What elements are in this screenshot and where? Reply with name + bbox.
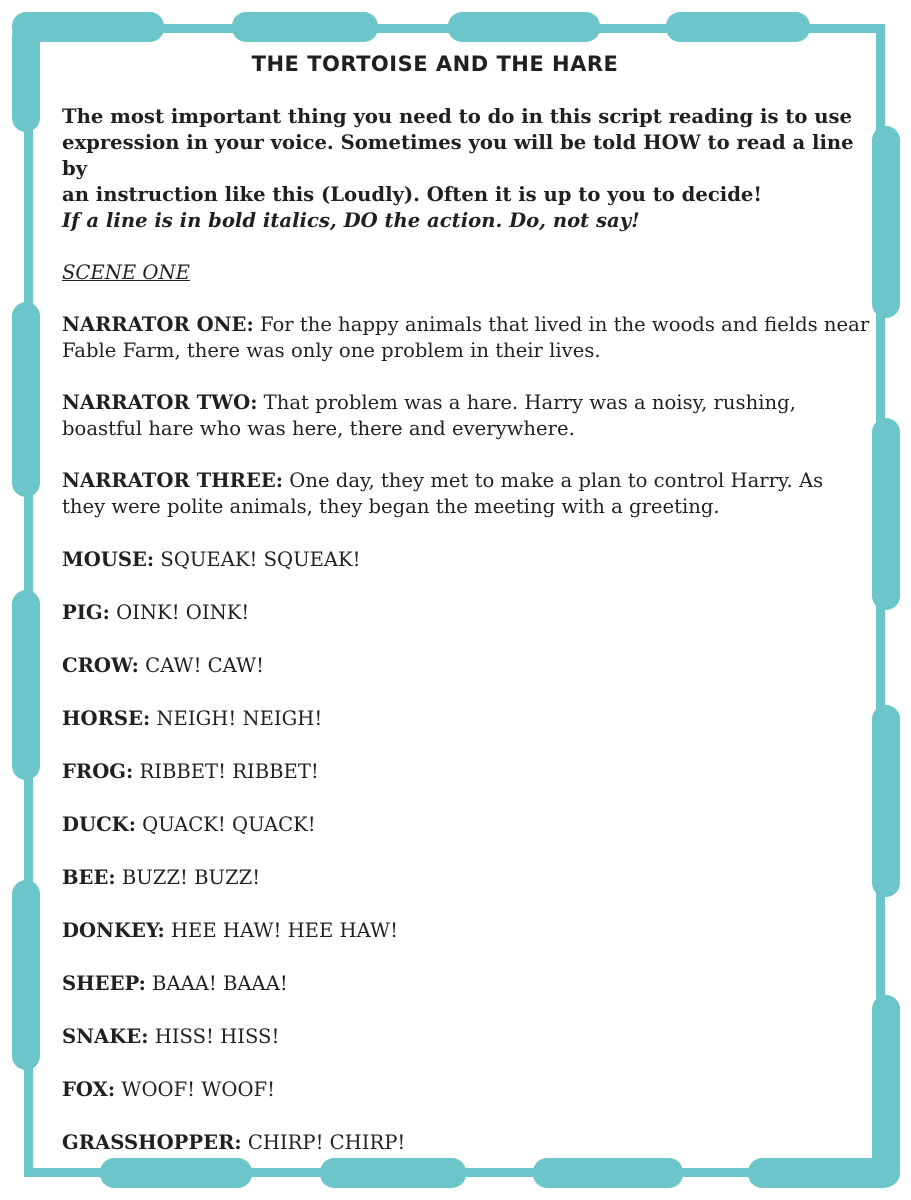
dialogue-text: HEE HAW! HEE HAW! (164, 919, 398, 942)
speaker-label: HORSE: (62, 707, 151, 730)
dialogue-text: That problem was a hare. Harry was a noisy, rushing, (257, 391, 796, 414)
dialogue-text: HISS! HISS! (148, 1025, 280, 1048)
speaker-label: MOUSE: (62, 548, 155, 571)
fox-line (62, 1077, 872, 1103)
dialogue-text: SQUEAK! SQUEAK! (154, 548, 361, 571)
instructions-line: expression in your voice. Sometimes you will be told HOW to read a line by (62, 131, 854, 180)
grasshopper-line (62, 1130, 872, 1156)
dialogue-text: they were polite animals, they began the meeting with a greeting. (62, 495, 720, 518)
border-pill (12, 590, 40, 780)
border-pill (533, 1158, 683, 1188)
border-pill (12, 22, 40, 132)
instructions-italic-line: If a line is in bold italics, DO the action. Do, not say! (62, 209, 640, 232)
dialogue-text: WOOF! WOOF! (115, 1078, 276, 1101)
horse-line (62, 706, 872, 732)
script-content (62, 104, 872, 1156)
narrator-two-line (62, 390, 872, 442)
snake-line (62, 1024, 872, 1050)
instructions-paragraph (62, 104, 872, 234)
dialogue-text: For the happy animals that lived in the woods and fields near (253, 313, 870, 336)
instructions-line: an instruction like this (Loudly). Often it is up to you to decide! (62, 183, 762, 206)
sheep-line (62, 971, 872, 997)
dialogue-text: CHIRP! CHIRP! (241, 1131, 406, 1154)
speaker-label: SHEEP: (62, 972, 146, 995)
dialogue-text: boastful hare who was here, there and everywhere. (62, 417, 575, 440)
speaker-label: DONKEY: (62, 919, 165, 942)
border-pill (872, 126, 900, 318)
dialogue-text: QUACK! QUACK! (135, 813, 316, 836)
bee-line (62, 865, 872, 891)
border-pill (12, 880, 40, 1070)
mouse-line (62, 547, 872, 573)
speaker-label: GRASSHOPPER: (62, 1131, 242, 1154)
duck-line (62, 812, 872, 838)
border-pill (872, 418, 900, 610)
dialogue-text: BUZZ! BUZZ! (115, 866, 261, 889)
border-pill (448, 12, 600, 42)
speaker-label: CROW: (62, 654, 139, 677)
dialogue-text: OINK! OINK! (109, 601, 250, 624)
speaker-label: FROG: (62, 760, 134, 783)
narrator-one-line (62, 312, 872, 364)
border-pill (12, 302, 40, 497)
border-pill (320, 1158, 466, 1188)
speaker-label: FOX: (62, 1078, 116, 1101)
crow-line (62, 653, 872, 679)
dialogue-text: NEIGH! NEIGH! (150, 707, 323, 730)
speaker-label: NARRATOR THREE: (62, 469, 284, 492)
border-pill (232, 12, 378, 42)
dialogue-text: Fable Farm, there was only one problem in their lives. (62, 339, 601, 362)
scene-heading: SCENE ONE (62, 261, 190, 284)
narrator-three-line (62, 468, 872, 520)
dialogue-text: BAAA! BAAA! (145, 972, 288, 995)
speaker-label: NARRATOR TWO: (62, 391, 258, 414)
border-pill (666, 12, 810, 42)
border-pill (872, 995, 900, 1187)
speaker-label: SNAKE: (62, 1025, 149, 1048)
frog-line (62, 759, 872, 785)
speaker-label: PIG: (62, 601, 110, 624)
speaker-label: NARRATOR ONE: (62, 313, 254, 336)
dialogue-text: One day, they met to make a plan to control Harry. As (283, 469, 824, 492)
dialogue-text: RIBBET! RIBBET! (133, 760, 319, 783)
speaker-label: DUCK: (62, 813, 136, 836)
page-title: THE TORTOISE AND THE HARE (251, 52, 619, 76)
instructions-line: The most important thing you need to do in this script reading is to use (62, 105, 852, 128)
border-pill (100, 1158, 252, 1188)
dialogue-text: CAW! CAW! (138, 654, 265, 677)
speaker-label: BEE: (62, 866, 116, 889)
border-pill (872, 705, 900, 897)
donkey-line (62, 918, 872, 944)
pig-line (62, 600, 872, 626)
